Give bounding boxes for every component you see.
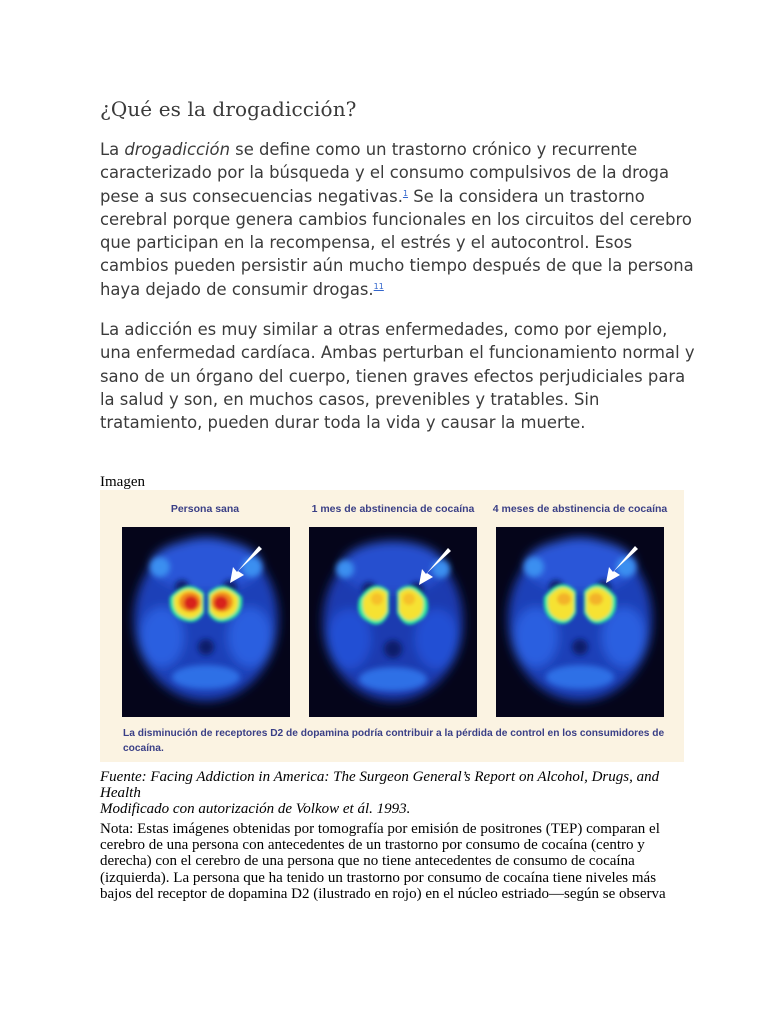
para1-intro: La [100,140,125,159]
comparison-paragraph: La adicción es muy similar a otras enfermedades, como por ejemplo, una enfermedad cardíaca. Ambas perturban el funcionamiento normal y sano de un órgano del cuerpo, tienen graves efectos perjudiciales para la salud y son, en muchos casos, prevenibles y tratables. Sin tratamiento, pueden durar toda la vida y causar la muerte. [100,320,695,433]
figure-caption: La disminución de receptores D2 de dopamina podría contribuir a la pérdida de control en los consumidores de cocaína. [123,728,665,754]
para1-term: drogadicción [124,140,230,159]
footnote-link-1[interactable]: 1 [402,188,409,198]
pet-scan-healthy [122,527,290,717]
figure-source [100,769,700,817]
attribution-line: Modificado con autorización de Volkow et ál. 1993. [100,801,411,817]
pet-scan-1-month [309,527,477,717]
definition-paragraph [100,138,700,301]
panel-title-4-months: 4 meses de abstinencia de cocaína [492,503,668,515]
pet-scan-4-months [496,527,664,717]
page-title: ¿Qué es la drogadicción? [100,97,357,121]
para1-text-b: Se la considera un trastorno cerebral porque genera cambios funcionales en los circuitos del cerebro que participan en la recompensa, el estrés y el autocontrol. Esos cambios pueden persistir aún mucho tiempo después de que la persona haya dejado de consumir drogas. [100,186,694,299]
source-line: Fuente: Facing Addiction in America: The Surgeon General’s Report on Alcohol, Drugs, and Health [100,769,660,801]
image-label: Imagen [100,474,145,490]
figure-note: Nota: Estas imágenes obtenidas por tomografía por emisión de positrones (TEP) comparan el cerebro de una persona con antecedentes de un trastorno por consumo de cocaína (centro y derecha) con el cerebro de una persona que no tiene antecedentes de consumo de cocaína (izquierda). La persona que ha tenido un trastorno por consumo de cocaína tiene niveles más bajos del receptor de dopamina D2 (ilustrado en rojo) en el núcleo estriado—según se observa [100,821,666,902]
footnote-link-11[interactable]: 11 [373,281,384,291]
panel-title-healthy: Persona sana [170,503,240,515]
panel-title-1-month: 1 mes de abstinencia de cocaína [311,503,475,515]
pet-scan-figure [100,490,684,762]
para1-text-a: se define como un trastorno crónico y recurrente caracterizado por la búsqueda y el consumo compulsivos de la droga pese a sus consecuencias negativas. [100,140,670,206]
